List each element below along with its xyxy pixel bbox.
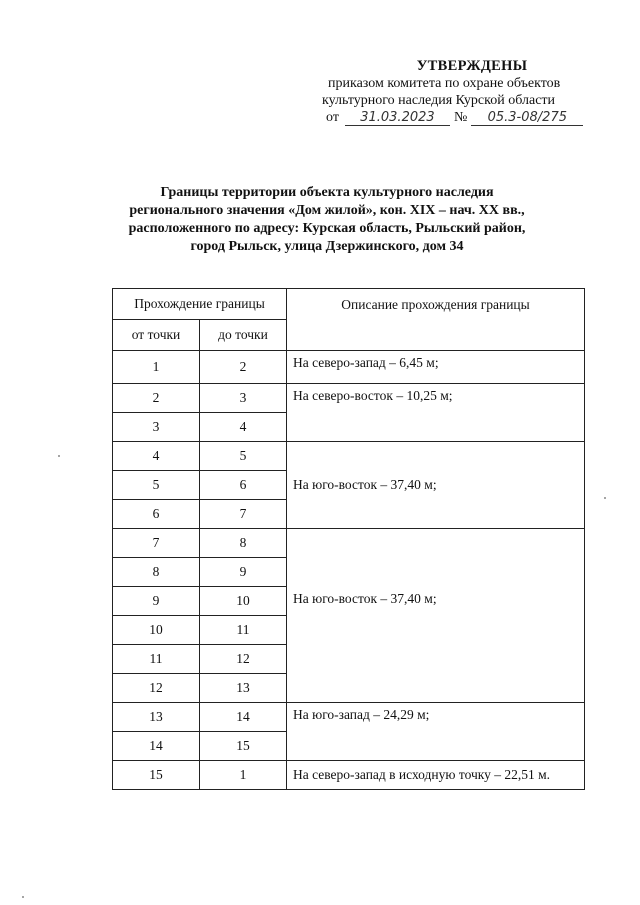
order-number: 05.3-08/275 bbox=[471, 111, 583, 126]
table-row bbox=[113, 384, 585, 413]
number-label: № bbox=[453, 110, 468, 125]
approval-line-2: культурного наследия Курской области bbox=[322, 93, 556, 108]
order-line bbox=[322, 109, 592, 126]
cell-to: 8 bbox=[200, 529, 287, 558]
cell-from: 11 bbox=[113, 645, 200, 674]
approval-stamp bbox=[322, 58, 592, 126]
cell-from: 2 bbox=[113, 384, 200, 413]
cell-to: 6 bbox=[200, 471, 287, 500]
cell-from: 7 bbox=[113, 529, 200, 558]
cell-from: 9 bbox=[113, 587, 200, 616]
approval-line-1: приказом комитета по охране объектов bbox=[328, 76, 561, 91]
cell-description: На северо-запад в исходную точку – 22,51 м. bbox=[287, 761, 585, 790]
scan-speck bbox=[22, 896, 24, 898]
title-line-1: Границы территории объекта культурного наследия bbox=[160, 185, 494, 200]
cell-to: 9 bbox=[200, 558, 287, 587]
scan-speck bbox=[604, 497, 606, 499]
cell-to: 5 bbox=[200, 442, 287, 471]
cell-description: На северо-запад – 6,45 м; bbox=[287, 351, 585, 384]
approval-title: УТВЕРЖДЕНЫ bbox=[416, 58, 528, 74]
cell-to: 4 bbox=[200, 413, 287, 442]
title-line-4: город Рыльск, улица Дзержинского, дом 34 bbox=[190, 239, 464, 254]
table-row bbox=[113, 703, 585, 732]
cell-to: 13 bbox=[200, 674, 287, 703]
cell-from: 12 bbox=[113, 674, 200, 703]
cell-description: На юго-запад – 24,29 м; bbox=[287, 703, 585, 761]
cell-from: 5 bbox=[113, 471, 200, 500]
cell-from: 1 bbox=[113, 351, 200, 384]
cell-to: 3 bbox=[200, 384, 287, 413]
title-line-2: регионального значения «Дом жилой», кон. XIX – нач. XX вв., bbox=[129, 203, 525, 218]
header-to: до точки bbox=[200, 320, 287, 351]
cell-to: 10 bbox=[200, 587, 287, 616]
cell-description: На юго-восток – 37,40 м; bbox=[287, 529, 585, 703]
cell-to: 14 bbox=[200, 703, 287, 732]
cell-from: 4 bbox=[113, 442, 200, 471]
cell-from: 3 bbox=[113, 413, 200, 442]
cell-to: 1 bbox=[200, 761, 287, 790]
document-title bbox=[112, 184, 542, 256]
cell-to: 2 bbox=[200, 351, 287, 384]
cell-from: 8 bbox=[113, 558, 200, 587]
cell-from: 15 bbox=[113, 761, 200, 790]
cell-to: 7 bbox=[200, 500, 287, 529]
table-row bbox=[113, 442, 585, 471]
cell-from: 10 bbox=[113, 616, 200, 645]
table-row bbox=[113, 529, 585, 558]
scan-speck bbox=[58, 455, 60, 457]
cell-from: 13 bbox=[113, 703, 200, 732]
cell-to: 12 bbox=[200, 645, 287, 674]
boundary-table bbox=[112, 288, 585, 790]
header-description: Описание прохождения границы bbox=[287, 289, 585, 351]
from-label: от bbox=[326, 110, 339, 125]
cell-description: На северо-восток – 10,25 м; bbox=[287, 384, 585, 442]
order-date: 31.03.2023 bbox=[345, 111, 450, 126]
cell-to: 11 bbox=[200, 616, 287, 645]
table-row bbox=[113, 761, 585, 790]
header-from: от точки bbox=[113, 320, 200, 351]
title-line-3: расположенного по адресу: Курская область, Рыльский район, bbox=[128, 221, 526, 236]
table-row bbox=[113, 351, 585, 384]
cell-from: 6 bbox=[113, 500, 200, 529]
cell-from: 14 bbox=[113, 732, 200, 761]
table-header-row bbox=[113, 289, 585, 320]
header-group: Прохождение границы bbox=[113, 289, 287, 320]
cell-description: На юго-восток – 37,40 м; bbox=[287, 442, 585, 529]
cell-to: 15 bbox=[200, 732, 287, 761]
